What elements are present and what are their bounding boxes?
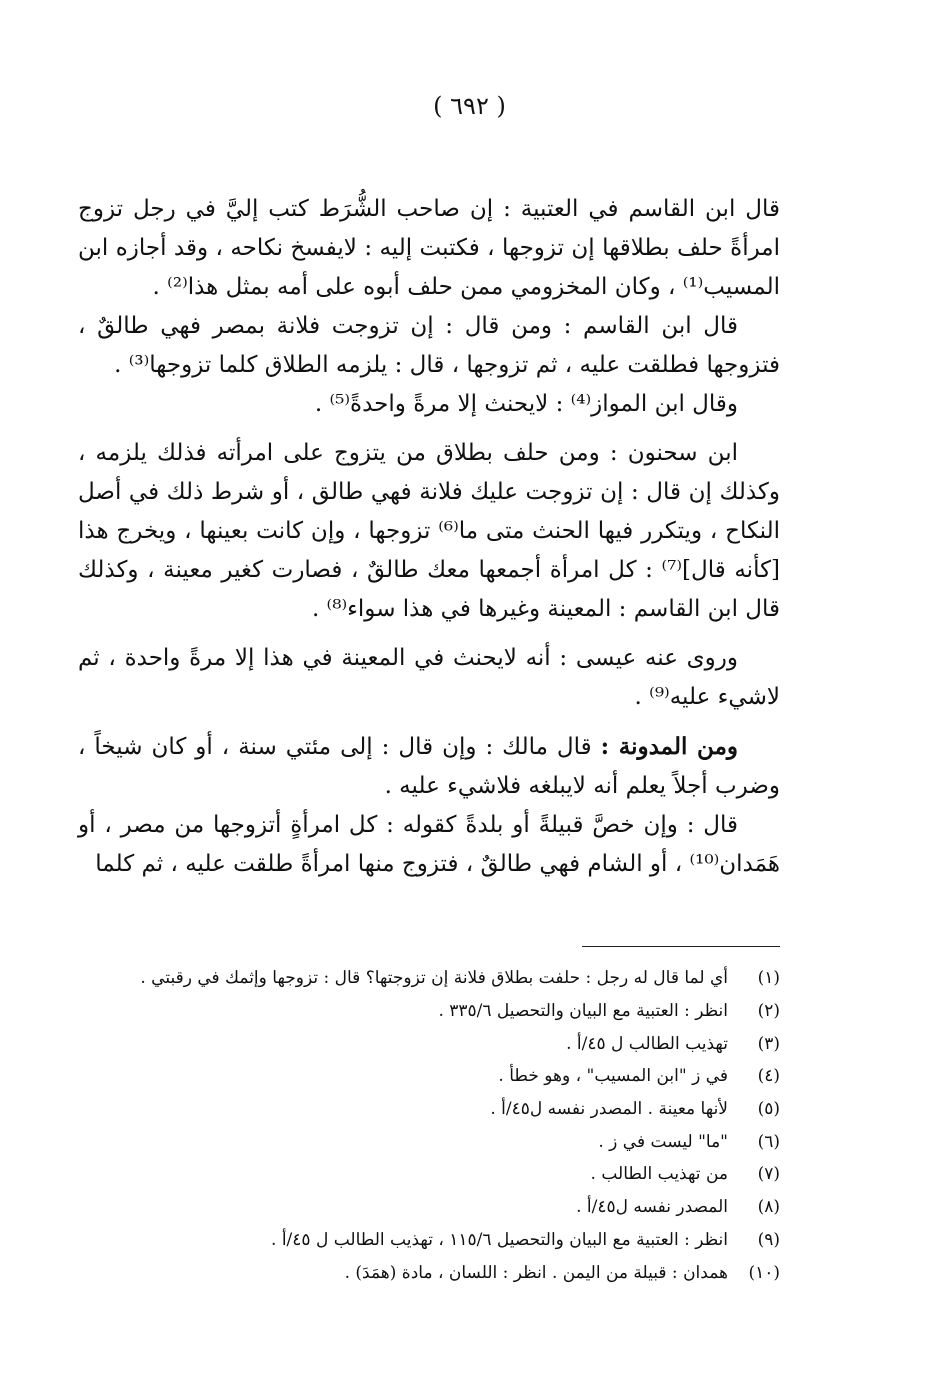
footnote-item bbox=[78, 995, 780, 1028]
paragraph-6 bbox=[78, 727, 780, 806]
footnote-number: (٨) bbox=[757, 1197, 780, 1218]
footnote-text: من تهذيب الطالب . bbox=[590, 1164, 728, 1185]
footnote-number: (١) bbox=[757, 968, 780, 989]
footnote-item bbox=[78, 1125, 780, 1158]
footnote-item bbox=[78, 1256, 780, 1289]
footnote-item bbox=[78, 1093, 780, 1126]
footnote-number: (٥) bbox=[757, 1099, 780, 1120]
paragraph-5: وروى عنه عيسى : أنه لايحنث في المعينة في هذا إلا مرةً واحدة ، ثم لاشيء عليه⁽⁹⁾ . bbox=[78, 645, 780, 710]
footnote-text: انظر : العتبية مع البيان والتحصيل ٣٣٥/٦ . bbox=[438, 1001, 728, 1022]
footnote-text: المصدر نفسه ل٤٥/أ . bbox=[576, 1197, 728, 1218]
footnote-item bbox=[78, 962, 780, 995]
paragraph-1: قال ابن القاسم في العتبية : إن صاحب الشُّرَط كتب إليَّ في رجل تزوج امرأةً حلف بطلاقها إن تزوجها ، فكتبت إليه : لايفسخ نكاحه ، وقد أجازه ابن المسيب⁽¹⁾ ، وكان المخزومي ممن حلف أبوه على أمه بمثل هذا⁽²⁾ . bbox=[78, 196, 780, 300]
footnote-number: (٦) bbox=[757, 1131, 780, 1152]
footnote-text: في ز "ابن المسيب" ، وهو خطأ . bbox=[498, 1066, 728, 1087]
footnote-item bbox=[78, 1191, 780, 1224]
main-text bbox=[78, 190, 780, 884]
footnote-number: (٣) bbox=[757, 1033, 780, 1054]
footnote-number: (٩) bbox=[757, 1229, 780, 1250]
paragraph-6-text: قال مالك : وإن قال : إلى مئتي سنة ، أو كان شيخاً ، وضرب أجلاً يعلم أنه لايبلغه فلاشيء عليه . bbox=[78, 734, 780, 799]
paragraph-4: ابن سحنون : ومن حلف بطلاق من يتزوج على امرأته فذلك يلزمه ، وكذلك إن قال : إن تزوجت عليك فلانة فهي طالق ، أو شرط ذلك في أصل النكاح ، ويتكرر فيها الحنث متى ما⁽⁶⁾ تزوجها ، وإن كانت بعينها ، ويخرج هذا [كأنه قال]⁽⁷⁾ : كل امرأة أجمعها معك طالقٌ ، فصارت كغير معينة ، وكذلك قال ابن القاسم : المعينة وغيرها في هذا سواء⁽⁸⁾ . bbox=[78, 440, 781, 622]
footnote-item bbox=[78, 1060, 780, 1093]
footnote-text: انظر : العتبية مع البيان والتحصيل ١١٥/٦ ، تهذيب الطالب ل ٤٥/أ . bbox=[271, 1229, 728, 1250]
footnote-text: همدان : قبيلة من اليمن . انظر : اللسان ، مادة (همَدَ) . bbox=[344, 1262, 728, 1283]
source-heading: ومن المدونة : bbox=[600, 733, 738, 760]
footnote-number: (٤) bbox=[757, 1066, 780, 1087]
footnote-text: لأنها معينة . المصدر نفسه ل٤٥/أ . bbox=[490, 1099, 728, 1120]
paragraph-7: قال : وإن خصَّ قبيلةً أو بلدةً كقوله : كل امرأةٍ أتزوجها من مصر ، أو هَمَدان⁽¹⁰⁾ ، أو الشام فهي طالقٌ ، فتزوج منها امرأةً طلقت عليه ، ثم كلما bbox=[78, 812, 780, 877]
footnote-number: (٢) bbox=[757, 1001, 780, 1022]
footnote-item bbox=[78, 1224, 780, 1257]
footnote-text: "ما" ليست في ز . bbox=[598, 1131, 728, 1152]
paragraph-2: قال ابن القاسم : ومن قال : إن تزوجت فلانة بمصر فهي طالقٌ ، فتزوجها فطلقت عليه ، ثم تزوجها ، قال : يلزمه الطلاق كلما تزوجها⁽³⁾ . bbox=[78, 313, 780, 378]
paragraph-3: وقال ابن المواز⁽⁴⁾ : لايحنث إلا مرةً واحدةً⁽⁵⁾ . bbox=[314, 391, 738, 417]
footnote-divider bbox=[582, 946, 780, 947]
footnote-text: تهذيب الطالب ل ٤٥/أ . bbox=[566, 1033, 728, 1054]
footnote-item bbox=[78, 1027, 780, 1060]
footnote-text: أي لما قال له رجل : حلفت بطلاق فلانة إن تزوجتها؟ قال : تزوجها وإثمك في رقبتي . bbox=[140, 968, 728, 989]
page-number: ( ٦٩٢ ) bbox=[433, 92, 506, 120]
footnote-item bbox=[78, 1158, 780, 1191]
footnote-number: (١٠) bbox=[748, 1262, 780, 1283]
footnote-number: (٧) bbox=[757, 1164, 780, 1185]
footnotes bbox=[78, 962, 780, 1289]
